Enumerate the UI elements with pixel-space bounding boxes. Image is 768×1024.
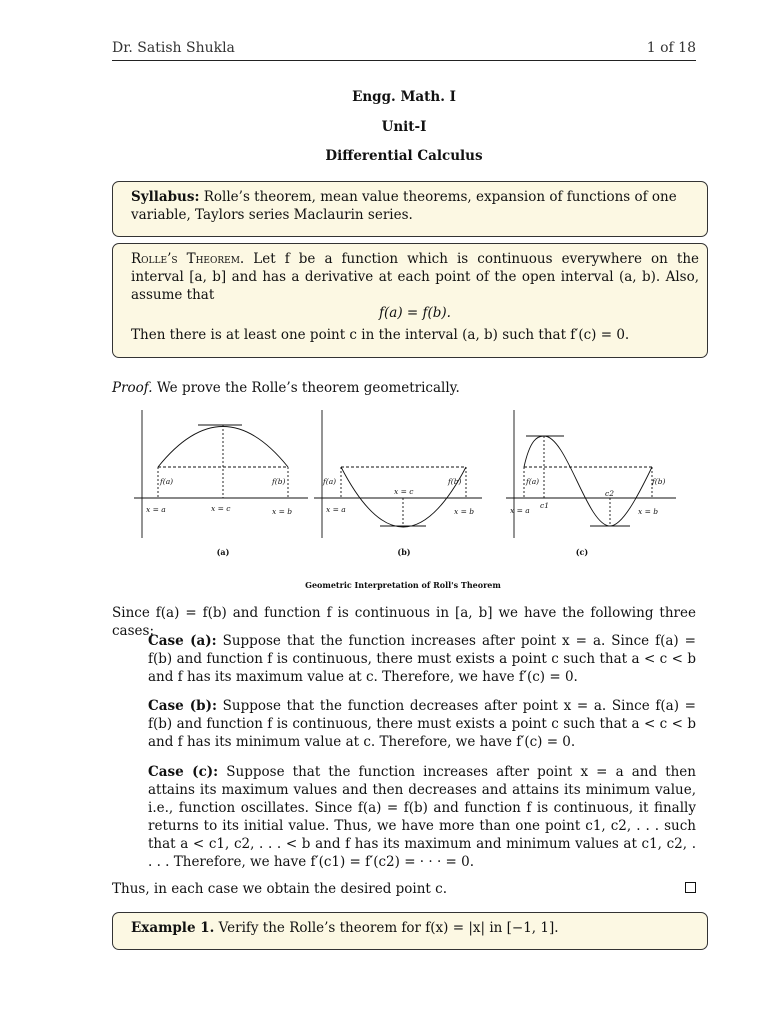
cases-intro: Since f(a) = f(b) and function f is continuous in [a, b] we have the following three cases: <box>112 605 696 639</box>
theorem-name: Rolle’s Theorem. <box>131 251 245 267</box>
fa-label-b: f(a) <box>323 477 337 486</box>
syllabus-label: Syllabus: <box>131 189 200 205</box>
theorem-conclusion: Then there is at least one point c in the interval (a, b) such that f′(c) = 0. <box>131 327 630 343</box>
theorem-box <box>112 243 708 358</box>
case-c-text: Suppose that the function increases after point x = a and then attains its maximum values and then decreases and attains its minimum value, i.e., function oscillates. Since f(a) = f(b) and function f is continuous, it finally returns to its initial value. Thus, we have more than one point c1, c2, . . . such that a < c1, c2, . . . < b and f has its maximum and minimum values at c1, c2, . . . . Therefore, we have f′(c1) = f′(c2) = · · · = 0. <box>148 764 696 870</box>
case-a-label: Case (a): <box>148 633 217 649</box>
qed-symbol <box>685 882 696 893</box>
panel-a-label: (a) <box>216 547 230 557</box>
xc-label-b: x = c <box>394 487 414 496</box>
unit-title: Unit-I <box>381 119 427 135</box>
theorem-equation: f(a) = f(b). <box>379 305 451 321</box>
example-box <box>112 912 708 950</box>
c2-label: c2 <box>605 489 614 498</box>
panel-c-label: (c) <box>575 547 589 557</box>
curve-c <box>524 436 652 526</box>
case-b <box>148 697 696 751</box>
theorem-statement: Let f be a function which is continuous everywhere on the interval [a, b] and has a derivative at each point of the open interval (a, b). Also, assume that <box>131 251 699 303</box>
xa-label-c: x = a <box>510 506 530 515</box>
xa-label-b: x = a <box>326 505 346 514</box>
xb-label-c: x = b <box>638 507 659 516</box>
curve-b <box>341 467 466 527</box>
panel-c <box>506 410 676 538</box>
author-name: Dr. Satish Shukla <box>112 40 235 56</box>
case-c-label: Case (c): <box>148 764 219 780</box>
case-c <box>148 763 696 871</box>
proof-conclusion: Thus, in each case we obtain the desired point c. <box>112 881 447 897</box>
rolle-figure <box>112 398 696 598</box>
fb-label-a: f(b) <box>272 477 286 486</box>
fa-label-a: f(a) <box>160 477 174 486</box>
xc-label-a: x = c <box>211 504 231 513</box>
case-a <box>148 632 696 686</box>
course-title: Engg. Math. I <box>352 89 456 105</box>
fb-label-b: f(b) <box>448 477 462 486</box>
case-b-label: Case (b): <box>148 698 217 714</box>
panel-b-label: (b) <box>397 547 411 557</box>
page-header <box>112 40 696 61</box>
page-number: 1 of 18 <box>646 40 696 56</box>
proof-line <box>112 379 696 397</box>
panel-b <box>314 410 482 538</box>
panel-a <box>134 410 308 538</box>
topic-title: Differential Calculus <box>325 148 483 164</box>
proof-text: We prove the Rolle’s theorem geometrically. <box>156 380 460 396</box>
syllabus-box <box>112 181 708 237</box>
xb-label-a: x = b <box>272 507 293 516</box>
xb-label-b: x = b <box>454 507 475 516</box>
case-b-text: Suppose that the function decreases after point x = a. Since f(a) = f(b) and function f is continuous, there must exists a point c such that a < c < b and f has its minimum value at c. Therefore, we have f′(c) = 0. <box>148 698 696 750</box>
c1-label: c1 <box>540 501 549 510</box>
example-text: Verify the Rolle’s theorem for f(x) = |x| in [−1, 1]. <box>218 920 559 936</box>
case-a-text: Suppose that the function increases after point x = a. Since f(a) = f(b) and function f is continuous, there must exists a point c such that a < c < b and f has its maximum value at c. Therefore, we have f′(c) = 0. <box>148 633 696 685</box>
example-label: Example 1. <box>131 920 215 936</box>
syllabus-text: Rolle’s theorem, mean value theorems, expansion of functions of one variable, Taylors series Maclaurin series. <box>131 189 677 223</box>
fa-label-c: f(a) <box>526 477 540 486</box>
xa-label-a: x = a <box>146 505 166 514</box>
proof-label: Proof. <box>112 380 153 396</box>
fb-label-c: f(b) <box>652 477 666 486</box>
figure-caption: Geometric Interpretation of Roll's Theorem <box>305 580 501 590</box>
